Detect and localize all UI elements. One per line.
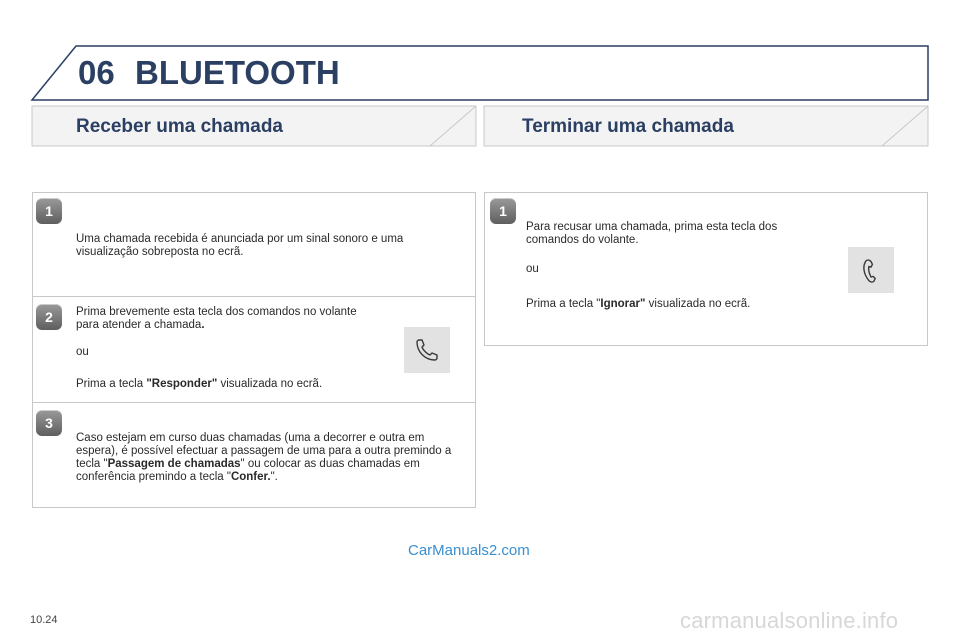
receive-step2-instruction — [76, 306, 366, 332]
chapter-number: 06 — [78, 54, 115, 91]
chapter-title: BLUETOOTH — [135, 54, 340, 91]
step-badge-3: 3 — [36, 410, 62, 436]
divider — [32, 296, 476, 297]
conference-key-label: Confer. — [230, 471, 271, 483]
step-badge-1: 1 — [36, 198, 62, 224]
answer-key-box — [404, 327, 450, 373]
receive-step2-line1: Prima brevemente esta tecla dos comandos no volante para atender a chamada — [76, 306, 357, 331]
page-number: 10.24 — [30, 614, 58, 626]
receive-step3-mid: " ou colocar as duas chamadas em conferência premindo a tecla " — [76, 458, 420, 483]
receive-step3-text — [76, 432, 456, 484]
receive-step3-post: ". — [270, 471, 278, 483]
end-step1-alt — [526, 298, 826, 311]
watermark-carmanuals2[interactable]: CarManuals2.com — [408, 542, 530, 559]
section-title-receive: Receber uma chamada — [76, 116, 283, 137]
end-step1-or: ou — [526, 263, 539, 275]
receive-step2-alt-pre: Prima a tecla — [76, 378, 147, 390]
divider — [32, 402, 476, 403]
end-step1-text: Para recusar uma chamada, prima esta tecla dos comandos do volante. — [526, 221, 778, 246]
phone-answer-icon — [414, 337, 440, 363]
receive-step1-text: Uma chamada recebida é anunciada por um sinal sonoro e uma visualização sobreposta no ecrã. — [76, 233, 404, 258]
section-title-end: Terminar uma chamada — [522, 116, 734, 137]
receive-step2-alt-post: visualizada no ecrã. — [217, 378, 323, 390]
hangup-key-box — [848, 247, 894, 293]
end-step1-alt-post: visualizada no ecrã. — [645, 298, 751, 310]
watermark-carmanualsonline: carmanualsonline.info — [680, 608, 899, 633]
step-badge-1-end: 1 — [490, 198, 516, 224]
receive-step2-alt — [76, 378, 376, 391]
responder-key-label: "Responder" — [146, 378, 218, 390]
end-step1-alt-pre: Prima a tecla " — [526, 298, 601, 310]
receive-step2-or: ou — [76, 346, 89, 358]
phone-hangup-icon — [857, 257, 885, 283]
ignore-key-label: Ignorar" — [600, 298, 646, 310]
receive-step2-period: . — [201, 319, 205, 331]
step-badge-2: 2 — [36, 304, 62, 330]
swap-call-key-label: Passagem de chamadas — [107, 458, 241, 470]
receive-step3-pre: Caso estejam em curso duas chamadas (uma a decorrer e outra em espera), é possível efectuar a passagem de uma para a outra premindo a tecla " — [76, 432, 452, 470]
